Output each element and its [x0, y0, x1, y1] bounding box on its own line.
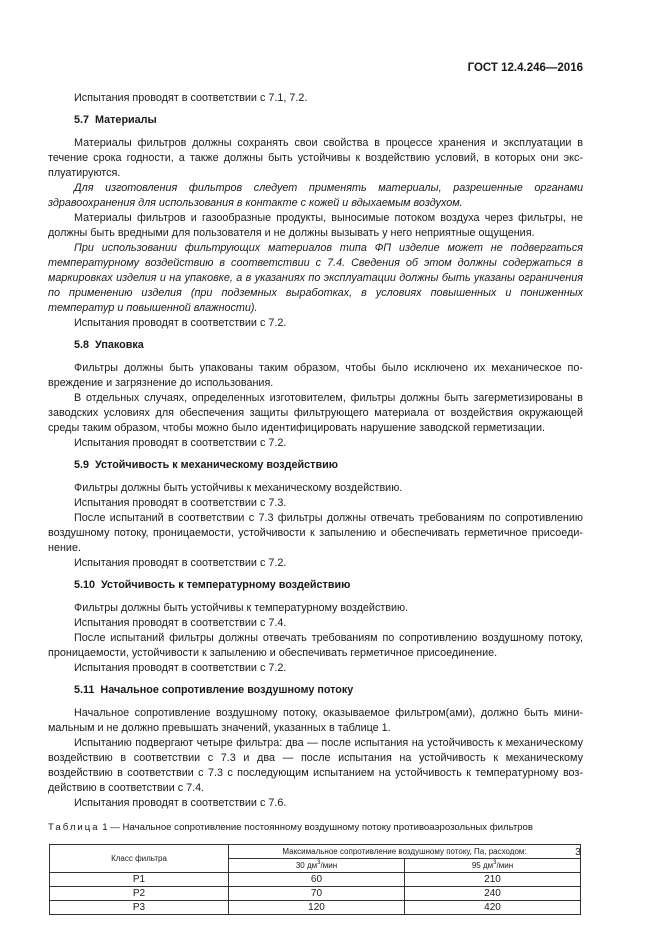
table-row [50, 901, 581, 915]
cell-class: Р3 [50, 901, 229, 915]
cell-value-95: 210 [404, 873, 580, 887]
paragraph: В отдельных случаях, определенных изготовителем, фильтры должны быть загерметизированы в заводских условиях для обеспечения защиты фильтрующего материала от воздействия окружающей среды таким образом, чтобы можно было идентифицировать нарушение заводской герметизации. [48, 392, 583, 434]
section-heading-5-7 [48, 113, 583, 128]
unit-text: 30 дм [295, 861, 318, 870]
paragraph: Испытания проводят в соответствии с 7.2. [74, 557, 287, 569]
col-header-30 [229, 859, 405, 873]
paragraph: Испытания проводят в соответствии с 7.6. [74, 797, 287, 809]
paragraph: Материалы фильтров должны сохранять свои свойства в процессе хранения и эксплуатации в течение срока годности, а также должны быть устойчивы к воздействию условий, в которых они эксплуатируются. [48, 137, 583, 179]
paragraph: Испытания проводят в соответствии с 7.3. [74, 497, 287, 509]
section-heading-5-9 [48, 458, 583, 473]
section-number: 5.11 [74, 684, 95, 696]
table-row [50, 887, 581, 901]
unit-text: /мин [320, 861, 338, 870]
section-number: 5.7 [74, 114, 90, 126]
section-number: 5.9 [74, 459, 90, 471]
paragraph: Испытания проводят в соответствии с 7.4. [74, 617, 287, 629]
unit-text: /мин [496, 861, 514, 870]
section-heading-5-11 [48, 683, 583, 698]
cell-value-30: 60 [229, 873, 405, 887]
section-title: Упаковка [95, 339, 144, 351]
paragraph: Фильтры должны быть устойчивы к механическому воздействию. [74, 482, 403, 494]
unit-superscript: 3 [493, 860, 497, 866]
paragraph-italic: При использовании фильтрующих материалов типа ФП изделие может не подвергаться температурному воздействию в соответствии с 7.4. Сведения об этом должны содержаться в маркировках изделия и на упаковке, а в указаниях по эксплуатации должны быть указаны ограничения по применению изделия (при подземных выработках, в условиях повышенных и пониженных температур и повышенной влажности). [48, 242, 583, 314]
doc-code-header: ГОСТ 12.4.246—2016 [467, 62, 583, 74]
page-number: 3 [575, 846, 581, 858]
col-header-group: Максимальное сопротивление воздушному потоку, Па, расходом: [229, 845, 581, 859]
paragraph: Фильтры должны быть упакованы таким образом, чтобы было исключено их механическое повреждение и загрязнение до использования. [48, 362, 583, 389]
paragraph: Испытания проводят в соответствии с 7.2. [74, 437, 287, 449]
paragraph: Испытания проводят в соответствии с 7.2. [74, 317, 287, 329]
paragraph: Испытания проводят в соответствии с 7.1, 7.2. [74, 92, 308, 104]
paragraph: Испытания проводят в соответствии с 7.2. [74, 662, 287, 674]
cell-value-95: 240 [404, 887, 580, 901]
section-title: Устойчивость к температурному воздействию [101, 579, 351, 591]
section-number: 5.8 [74, 339, 90, 351]
section-title: Материалы [95, 114, 157, 126]
paragraph: После испытаний фильтры должны отвечать требованиям по сопротивлению воздушному потоку, проницаемости, устойчивости к запылению и обеспечивать герметичное присоединение. [48, 632, 583, 659]
cell-class: Р1 [50, 873, 229, 887]
col-header-class: Класс фильтра [50, 845, 229, 873]
section-heading-5-10 [48, 578, 583, 593]
unit-text: 95 дм [471, 861, 494, 870]
table-caption [48, 821, 583, 834]
page-content [48, 91, 583, 915]
table-caption-word: Таблица [48, 822, 100, 833]
cell-value-30: 70 [229, 887, 405, 901]
table-row [50, 873, 581, 887]
paragraph: Испытанию подвергают четыре фильтра: два — после испытания на устойчивость к механическому воздействию в соответствии с 7.3 и два — после испытания на устойчивость к механическому воздействию в соответствии с 7.3 с последующим испытанием на устойчивость к температурному воздействию в соответствии с 7.4. [48, 737, 583, 794]
table-header-row [50, 845, 581, 859]
section-title: Начальное сопротивление воздушному потоку [100, 684, 354, 696]
cell-value-95: 420 [404, 901, 580, 915]
section-number: 5.10 [74, 579, 96, 591]
section-heading-5-8 [48, 338, 583, 353]
paragraph: Фильтры должны быть устойчивы к температурному воздействию. [74, 602, 409, 614]
paragraph-italic: Для изготовления фильтров следует применять материалы, разрешенные органами здравоохранения для использования в контакте с кожей и вдыхаемым воздухом. [48, 182, 583, 209]
col-header-95 [404, 859, 580, 873]
resistance-table [49, 844, 581, 915]
unit-superscript: 3 [317, 860, 321, 866]
paragraph: Материалы фильтров и газообразные продукты, выносимые потоком воздуха через фильтры, не должны быть вредными для пользователя и не должны вызывать у него неприятные ощущения. [48, 212, 583, 239]
section-title: Устойчивость к механическому воздействию [95, 459, 338, 471]
table-caption-text: 1 — Начальное сопротивление постоянному воздушному потоку противоаэрозольных фильтров [102, 822, 533, 833]
cell-value-30: 120 [229, 901, 405, 915]
paragraph: После испытаний в соответствии с 7.3 фильтры должны отвечать требованиям по сопротивлению воздушному потоку, проницаемости, устойчивости к запылению и обеспечивать герметичное присоединение. [48, 512, 583, 554]
cell-class: Р2 [50, 887, 229, 901]
paragraph: Начальное сопротивление воздушному потоку, оказываемое фильтром(ами), должно быть минимальным и не должно превышать значений, указанных в таблице 1. [48, 707, 583, 734]
